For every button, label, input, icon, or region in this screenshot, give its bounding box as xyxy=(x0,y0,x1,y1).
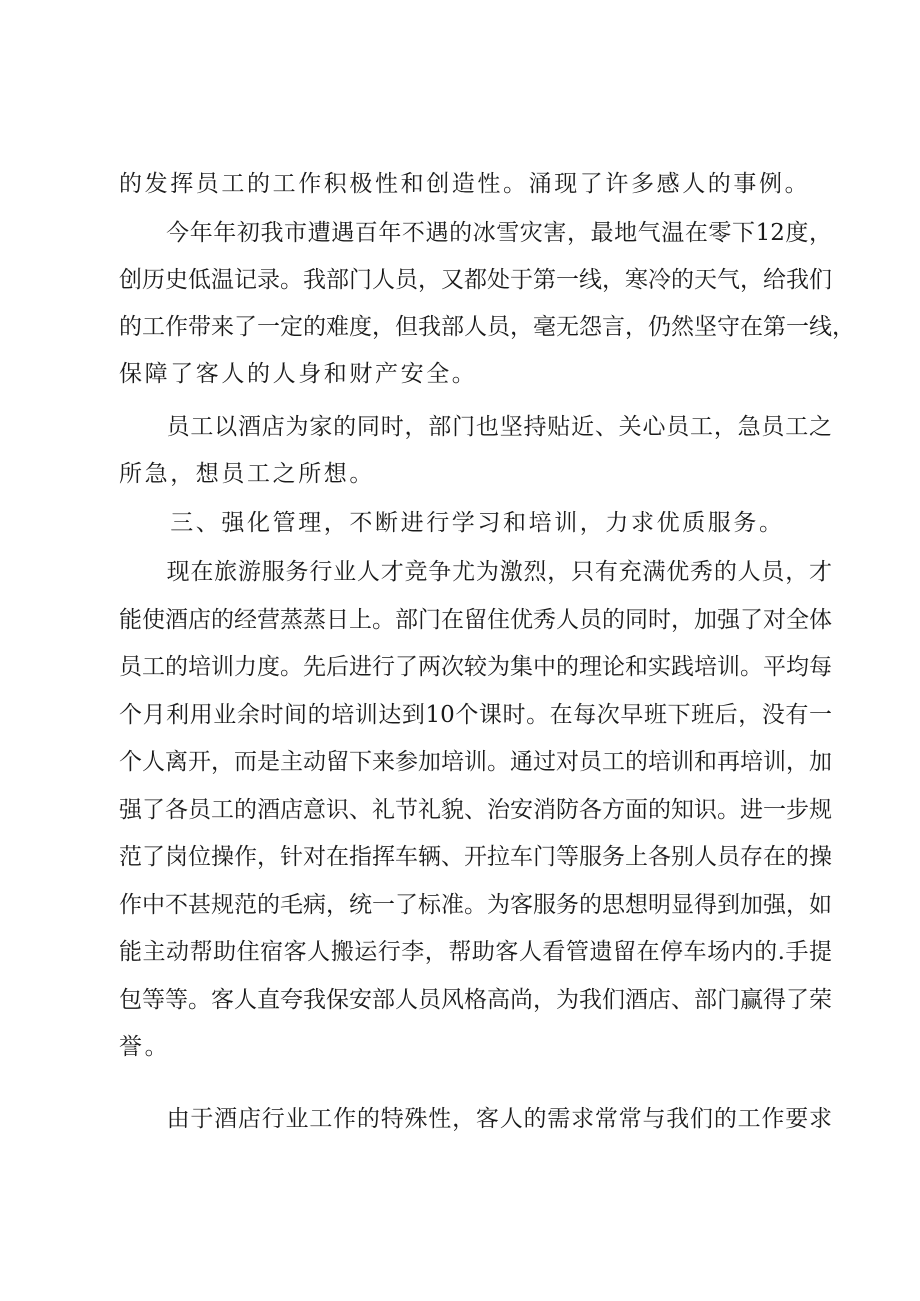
text-line: 所急，想员工之所想。 xyxy=(119,461,375,487)
text-line: 员工的培训力度。先后进行了两次较为集中的理论和实践培训。平均每 xyxy=(119,654,832,680)
text-line: 三、强化管理，不断进行学习和培训，力求优质服务。 xyxy=(119,510,785,536)
text-line: 誉。 xyxy=(119,1034,171,1060)
text-line: 个人离开，而是主动留下来参加培训。通过对员工的培训和再培训，加 xyxy=(119,749,832,775)
text-line: 的工作带来了一定的难度，但我部人员，毫无怨言，仍然坚守在第一线， xyxy=(119,314,855,340)
text-line: 能使酒店的经营蒸蒸日上。部门在留住优秀人员的同时，加强了对全体 xyxy=(119,607,832,633)
text-line: 强了各员工的酒店意识、礼节礼貌、治安消防各方面的知识。进一步规 xyxy=(119,797,832,823)
text-line: 由于酒店行业工作的特殊性，客人的需求常常与我们的工作要求 xyxy=(119,1106,832,1132)
text-line: 创历史低温记录。我部门人员，又都处于第一线，寒冷的天气，给我们 xyxy=(119,267,832,293)
text-line: 的发挥员工的工作积极性和创造性。涌现了许多感人的事例。 xyxy=(119,171,811,197)
text-line: 保障了客人的人身和财产安全。 xyxy=(119,361,478,387)
text-line: 个月利用业余时间的培训达到10个课时。在每次早班下班后，没有一 xyxy=(119,702,832,728)
text-line: 包等等。客人直夸我保安部人员风格高尚，为我们酒店、部门赢得了荣 xyxy=(119,987,832,1013)
text-line: 员工以酒店为家的同时，部门也坚持贴近、关心员工，急员工之 xyxy=(119,414,832,440)
text-line: 今年年初我市遭遇百年不遇的冰雪灾害，最地气温在零下12度， xyxy=(119,220,832,246)
text-line: 范了岗位操作，针对在指挥车辆、开拉车门等服务上各别人员存在的操 xyxy=(119,844,832,870)
text-line: 作中不甚规范的毛病，统一了标准。为客服务的思想明显得到加强，如 xyxy=(119,892,832,918)
text-line: 能主动帮助住宿客人搬运行李，帮助客人看管遗留在停车场内的.手提 xyxy=(119,939,832,965)
text-line: 现在旅游服务行业人才竞争尤为激烈，只有充满优秀的人员，才 xyxy=(119,559,832,585)
